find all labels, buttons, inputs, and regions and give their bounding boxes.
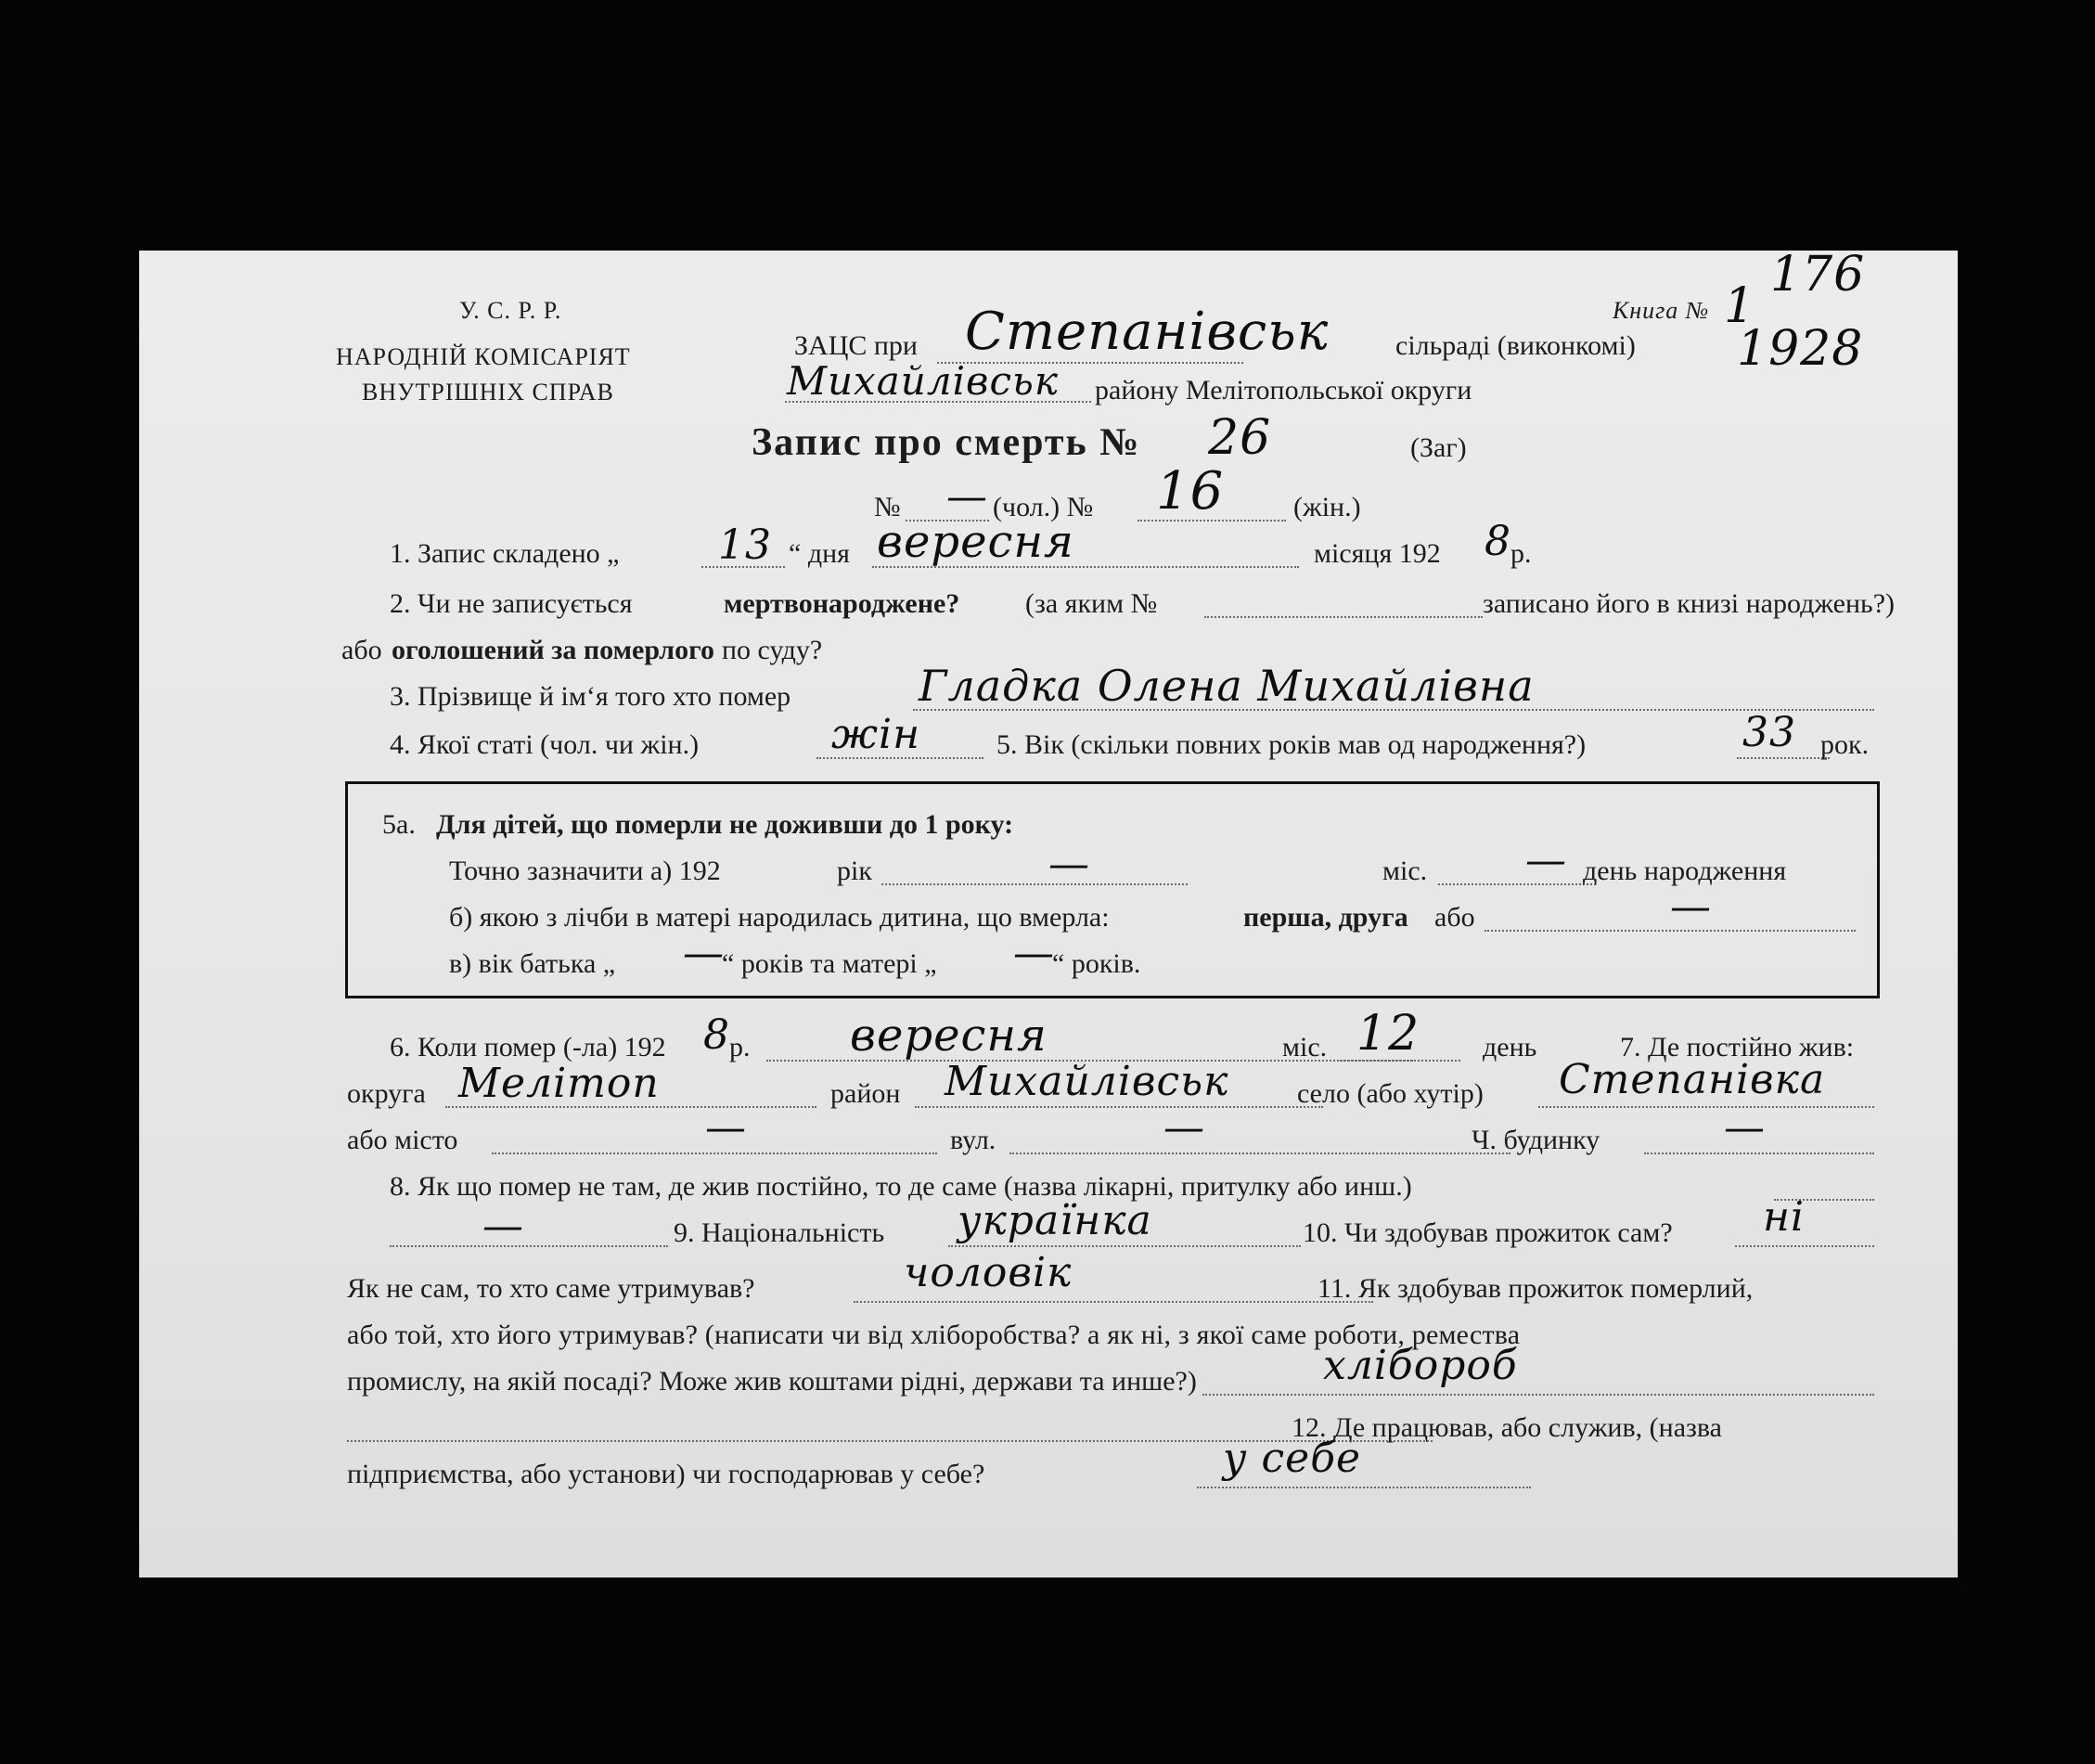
field-10-handwritten: ні bbox=[1763, 1193, 1806, 1241]
field-9-line bbox=[948, 1245, 1301, 1247]
infant-line-c-suffix: “ років. bbox=[1052, 948, 1141, 979]
field-6-day-handwritten: 12 bbox=[1356, 1006, 1420, 1062]
field-3-name-line bbox=[913, 709, 1874, 711]
infant-line-a-label: Точно зазначити а) 192 bbox=[449, 856, 721, 886]
record-title: Запис про смерть № bbox=[752, 421, 1141, 464]
infant-line-b-bold: перша, друга bbox=[1243, 902, 1408, 933]
infant-line-a-year-line bbox=[881, 883, 1188, 885]
field-9-label: 9. Національність bbox=[674, 1217, 885, 1248]
infant-line-c-middle: “ років та матері „ bbox=[722, 948, 937, 979]
field-1-year-handwritten: 8 bbox=[1484, 518, 1511, 565]
ussr-label: У. С. Р. Р. bbox=[459, 297, 562, 324]
raion-line bbox=[915, 1106, 1323, 1108]
field-8-line-2 bbox=[390, 1245, 668, 1247]
field-12-label: 12. Де працював, або служив, (назва bbox=[1292, 1412, 1722, 1443]
supported-handwritten: чоловік bbox=[904, 1249, 1073, 1296]
zacs-village-handwritten: Степанівськ bbox=[965, 302, 1330, 362]
record-number-handwritten: 26 bbox=[1208, 410, 1272, 466]
supported-line bbox=[854, 1301, 1373, 1303]
field-2-number-line bbox=[1204, 616, 1483, 618]
selo-line bbox=[1538, 1106, 1874, 1108]
misto-line bbox=[492, 1152, 937, 1154]
infant-line-a-month-handwritten: — bbox=[1525, 837, 1567, 884]
male-no-label: № bbox=[874, 492, 901, 522]
infant-line-b-handwritten: — bbox=[1670, 883, 1712, 931]
infant-section-title: Для дітей, що померли не доживши до 1 року: bbox=[436, 809, 1014, 840]
field-1-day-handwritten: 13 bbox=[718, 521, 772, 569]
field-12-handwritten: у себе bbox=[1223, 1435, 1362, 1482]
field-6-month-handwritten: вересня bbox=[850, 1010, 1048, 1062]
field-3-label: 3. Прізвище й ім‘я того хто помер bbox=[390, 681, 791, 712]
okruga-label: округа bbox=[347, 1078, 426, 1109]
infant-line-a-month: міс. bbox=[1382, 856, 1428, 886]
field-4-label: 4. Якої статі (чол. чи жін.) bbox=[390, 729, 700, 760]
okruga-handwritten: Мелітоп bbox=[458, 1060, 660, 1107]
infant-line-b-or: або bbox=[1434, 902, 1475, 933]
field-1-day-suffix: “ дня bbox=[789, 538, 850, 569]
field-11-handwritten: хлібороб bbox=[1323, 1342, 1518, 1389]
zacs-label: ЗАЦС при bbox=[794, 330, 918, 361]
commissariat-line-1: НАРОДНІЙ КОМІСАРІЯТ bbox=[336, 343, 631, 370]
field-3-name-handwritten: Гладка Олена Михайлівна bbox=[919, 661, 1535, 711]
female-label: (жін.) bbox=[1293, 492, 1361, 522]
district-suffix: району Мелітопольської округи bbox=[1095, 375, 1472, 406]
field-11-line bbox=[1202, 1394, 1874, 1396]
field-8-handwritten: — bbox=[482, 1203, 524, 1250]
infant-section-prefix: 5а. bbox=[382, 809, 416, 840]
budynok-line bbox=[1644, 1152, 1874, 1154]
district-line bbox=[785, 401, 1091, 403]
commissariat-line-2: ВНУТРІШНІХ СПРАВ bbox=[362, 379, 614, 406]
book-label: Книга № bbox=[1613, 297, 1710, 324]
raion-handwritten: Михайлівськ bbox=[945, 1058, 1229, 1105]
misto-handwritten: — bbox=[705, 1104, 747, 1152]
male-label: (чол.) № bbox=[993, 492, 1094, 522]
supported-label: Як не сам, то хто саме утримував? bbox=[347, 1273, 755, 1304]
misto-label: або місто bbox=[347, 1125, 458, 1155]
field-1-year-suffix: р. bbox=[1510, 538, 1532, 569]
field-1-label: 1. Запис складено „ bbox=[390, 538, 620, 569]
field-5-age-handwritten: 33 bbox=[1742, 709, 1796, 756]
field-5-label: 5. Вік (скільки повних років мав од народження?) bbox=[996, 729, 1587, 760]
field-2-line2-suffix: по суду? bbox=[722, 635, 823, 665]
infant-line-b-label: б) якою з лічби в матері народилась дитина, що вмерла: bbox=[449, 902, 1110, 933]
selo-label: село (або хутір) bbox=[1297, 1078, 1484, 1109]
field-6-year-suffix: р. bbox=[729, 1032, 751, 1062]
budynok-handwritten: — bbox=[1724, 1104, 1766, 1152]
infant-line-a-year: рік bbox=[837, 856, 872, 886]
female-number-handwritten: 16 bbox=[1156, 461, 1225, 521]
infant-line-c-label: в) вік батька „ bbox=[449, 948, 616, 979]
field-7-label: 7. Де постійно жив: bbox=[1620, 1032, 1855, 1062]
budynok-label: Ч. будинку bbox=[1472, 1125, 1600, 1155]
field-6-year-handwritten: 8 bbox=[703, 1011, 730, 1059]
vul-label: вул. bbox=[950, 1125, 996, 1155]
field-1-month-label: місяця 192 bbox=[1314, 538, 1441, 569]
field-11-label: 11. Як здобував прожиток померлий, bbox=[1317, 1273, 1754, 1304]
male-number-handwritten: — bbox=[946, 473, 988, 521]
infant-line-c-mother-handwritten: — bbox=[1013, 930, 1055, 977]
field-2-bold: мертвонароджене? bbox=[724, 588, 960, 619]
field-11-line-3: промислу, на якій посаді? Може жив коштами рідні, держави та инше?) bbox=[347, 1366, 1197, 1397]
field-6-month-label: міс. bbox=[1282, 1032, 1328, 1062]
vul-handwritten: — bbox=[1163, 1104, 1205, 1152]
field-12-line-2-rule bbox=[1197, 1487, 1531, 1488]
field-2-label: 2. Чи не записується bbox=[390, 588, 633, 619]
raion-label: район bbox=[830, 1078, 901, 1109]
field-2-number-label: (за яким № bbox=[1025, 588, 1158, 619]
field-4-sex-line bbox=[816, 757, 983, 759]
death-record-form bbox=[139, 247, 1958, 1577]
okruga-line bbox=[445, 1106, 816, 1108]
field-2-suffix: записано його в книзі народжень?) bbox=[1483, 588, 1896, 619]
infant-line-b-line bbox=[1484, 930, 1856, 932]
field-6-day-label: день bbox=[1483, 1032, 1537, 1062]
field-2-line2-bold: оголошений за померлого bbox=[392, 635, 714, 665]
field-11-line-2: або той, хто його утримував? (написати чи від хліборобства? а як ні, з якої саме роботи, ремества bbox=[347, 1320, 1521, 1350]
field-12-line-2: підприємства, або установи) чи господарював у себе? bbox=[347, 1459, 985, 1489]
selo-handwritten: Степанівка bbox=[1559, 1056, 1826, 1103]
year-handwritten: 1928 bbox=[1737, 321, 1864, 377]
infant-line-c-father-handwritten: — bbox=[683, 930, 725, 977]
infant-line-a-year-handwritten: — bbox=[1048, 841, 1090, 888]
field-6-label: 6. Коли помер (-ла) 192 bbox=[390, 1032, 666, 1062]
field-5-unit: рок. bbox=[1820, 729, 1870, 760]
field-9-handwritten: українка bbox=[958, 1197, 1152, 1244]
field-4-sex-handwritten: жін bbox=[831, 711, 921, 758]
zag-label: (Заг) bbox=[1410, 432, 1467, 463]
field-6-day-line bbox=[1340, 1060, 1460, 1062]
female-number-line bbox=[1137, 520, 1286, 521]
stamp-number-handwritten: 176 bbox=[1770, 247, 1866, 303]
field-1-month-line bbox=[872, 566, 1299, 568]
field-1-day-line bbox=[701, 566, 785, 568]
field-10-label: 10. Чи здобував прожиток сам? bbox=[1303, 1217, 1673, 1248]
field-1-month-handwritten: вересня bbox=[877, 516, 1074, 568]
district-handwritten: Михайлівськ bbox=[787, 358, 1059, 404]
book-number-handwritten: 1 bbox=[1724, 278, 1756, 334]
field-8-label: 8. Як що помер не там, де жив постійно, то де саме (назва лікарні, притулку або инш.) bbox=[390, 1171, 1412, 1202]
field-2-line2-label: або bbox=[341, 635, 382, 665]
infant-line-a-month-line bbox=[1438, 883, 1596, 885]
infant-line-a-suffix: день народження bbox=[1583, 856, 1787, 886]
vul-line bbox=[1009, 1152, 1510, 1154]
council-label: сільраді (виконкомі) bbox=[1395, 330, 1636, 361]
field-5-age-line bbox=[1737, 757, 1830, 759]
field-10-line bbox=[1735, 1245, 1874, 1247]
